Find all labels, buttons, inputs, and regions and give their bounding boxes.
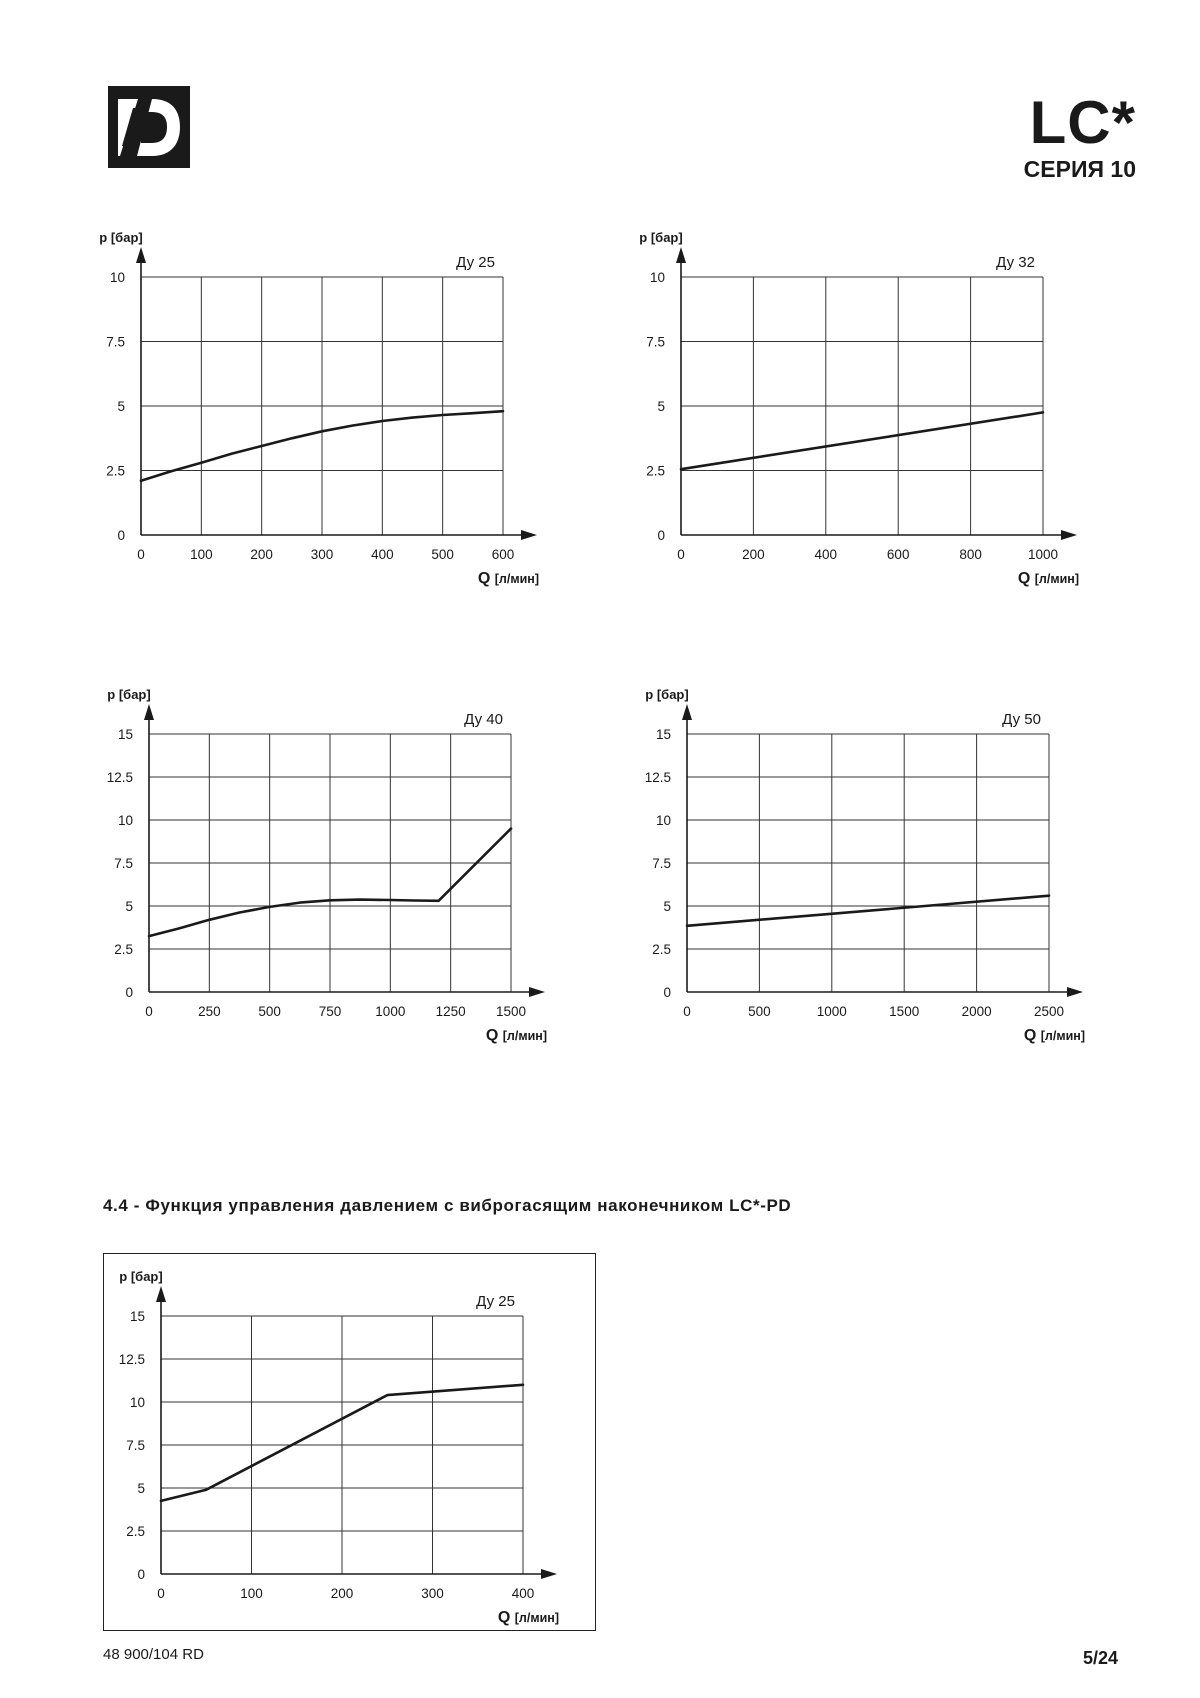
x-tick-label: 0 (157, 1586, 165, 1601)
x-axis-arrow-icon (541, 1569, 557, 1579)
x-tick-label: 600 (886, 547, 910, 562)
x-axis-label (498, 1609, 559, 1626)
y-tick-label: 7.5 (106, 334, 125, 350)
y-axis-label: p [бар] (99, 230, 143, 245)
x-axis-arrow-icon (1067, 987, 1083, 997)
chart-label: Ду 25 (476, 1293, 515, 1310)
y-axis-label: p [бар] (107, 687, 151, 702)
section-heading: 4.4 - Функция управления давлением с виброгасящим наконечником LC*-PD (103, 1196, 792, 1215)
chart-du25 (100, 220, 560, 600)
model-name: LC* (1029, 89, 1136, 156)
y-tick-label: 7.5 (652, 856, 671, 871)
y-tick-label: 5 (125, 899, 133, 914)
y-tick-label: 2.5 (646, 463, 665, 479)
x-axis-label-unit: [л/мин] (1040, 1029, 1085, 1043)
document-number: 48 900/104 RD (103, 1646, 204, 1663)
x-tick-label: 600 (491, 547, 515, 562)
x-tick-label: 300 (310, 547, 334, 562)
x-tick-label: 200 (742, 547, 765, 562)
y-tick-label: 15 (655, 727, 671, 742)
y-tick-label: 12.5 (106, 770, 133, 785)
x-tick-label: 2500 (1033, 1004, 1065, 1019)
y-tick-label: 15 (129, 1309, 145, 1324)
x-tick-label: 200 (250, 547, 273, 562)
x-tick-label: 1500 (495, 1004, 527, 1019)
y-tick-label: 7.5 (114, 856, 133, 871)
x-tick-label: 1000 (1027, 547, 1059, 562)
y-axis-arrow-icon (144, 704, 154, 720)
x-axis-label (486, 1027, 547, 1044)
chart-svg (104, 1254, 594, 1630)
x-tick-label: 2000 (961, 1004, 992, 1019)
y-tick-label: 0 (657, 528, 665, 543)
y-tick-label: 12.5 (644, 770, 671, 785)
chart-label: Ду 50 (1002, 711, 1041, 728)
x-axis-arrow-icon (529, 987, 545, 997)
chart-du32 (632, 220, 1092, 600)
x-tick-label: 500 (748, 1004, 771, 1019)
y-tick-label: 2.5 (106, 463, 125, 479)
x-axis-label-unit: [л/мин] (514, 1611, 559, 1625)
page-number: 5/24 (1082, 1648, 1118, 1668)
chart-label: Ду 25 (456, 254, 495, 271)
y-tick-label: 10 (109, 270, 125, 285)
y-axis-label: p [бар] (645, 687, 689, 702)
chart-svg (632, 220, 1092, 600)
y-tick-label: 5 (137, 1481, 145, 1496)
y-tick-label: 2.5 (652, 942, 671, 957)
x-tick-label: 800 (959, 547, 982, 562)
x-axis-label-symbol: Q (1017, 570, 1035, 587)
series-title (1023, 89, 1136, 182)
x-tick-label: 1000 (375, 1004, 406, 1019)
x-tick-label: 750 (318, 1004, 342, 1019)
y-tick-label: 10 (655, 813, 671, 828)
y-tick-label: 12.5 (118, 1352, 145, 1367)
x-tick-label: 0 (145, 1004, 153, 1019)
x-tick-label: 400 (814, 547, 838, 562)
x-axis-label-symbol: Q (497, 1609, 515, 1626)
x-tick-label: 100 (190, 547, 213, 562)
chart-svg (100, 683, 560, 1063)
y-axis-arrow-icon (682, 704, 692, 720)
x-tick-label: 0 (137, 547, 145, 562)
x-tick-label: 1500 (889, 1004, 920, 1019)
series-line (687, 896, 1049, 926)
series-name: СЕРИЯ 10 (1023, 156, 1136, 182)
y-tick-label: 0 (663, 985, 671, 1000)
x-axis-arrow-icon (521, 530, 537, 540)
y-tick-label: 5 (663, 899, 671, 914)
y-tick-label: 2.5 (126, 1524, 145, 1539)
y-tick-label: 0 (117, 528, 125, 543)
x-axis-label (478, 570, 539, 587)
y-tick-label: 7.5 (646, 334, 665, 350)
y-axis-label: p [бар] (639, 230, 683, 245)
x-tick-label: 250 (198, 1004, 221, 1019)
x-tick-label: 100 (240, 1586, 263, 1601)
x-tick-label: 400 (511, 1586, 535, 1601)
d-logo-icon (108, 86, 190, 168)
x-tick-label: 0 (683, 1004, 691, 1019)
x-tick-label: 300 (421, 1586, 444, 1601)
chart-label: Ду 32 (996, 254, 1035, 271)
x-axis-label-unit: [л/мин] (494, 572, 539, 586)
chart-du50 (632, 683, 1092, 1063)
x-tick-label: 500 (431, 547, 454, 562)
x-axis-label-unit: [л/мин] (1034, 572, 1079, 586)
chart-svg (100, 220, 560, 600)
y-tick-label: 10 (117, 813, 133, 828)
company-logo (108, 86, 190, 168)
x-axis-label (1024, 1027, 1085, 1044)
y-tick-label: 7.5 (126, 1438, 145, 1453)
x-tick-label: 1000 (816, 1004, 847, 1019)
y-axis-arrow-icon (156, 1286, 166, 1302)
y-tick-label: 10 (649, 270, 665, 285)
chart-pd-du25 (104, 1254, 594, 1630)
y-tick-label: 2.5 (114, 942, 133, 957)
x-axis-label-unit: [л/мин] (502, 1029, 547, 1043)
x-axis-label-symbol: Q (485, 1027, 503, 1044)
y-tick-label: 0 (125, 985, 133, 1000)
y-axis-arrow-icon (676, 247, 686, 263)
chart-svg (632, 683, 1092, 1063)
chart-label: Ду 40 (464, 711, 503, 728)
y-tick-label: 5 (657, 399, 665, 414)
x-axis-arrow-icon (1061, 530, 1077, 540)
y-tick-label: 0 (137, 1567, 145, 1582)
x-tick-label: 200 (330, 1586, 354, 1601)
y-axis-arrow-icon (136, 247, 146, 263)
y-tick-label: 10 (129, 1395, 145, 1410)
x-axis-label-symbol: Q (1023, 1027, 1041, 1044)
y-axis-label: p [бар] (119, 1269, 163, 1284)
x-axis-label-symbol: Q (477, 570, 495, 587)
x-tick-label: 0 (677, 547, 685, 562)
x-tick-label: 1250 (435, 1004, 466, 1019)
x-tick-label: 400 (371, 547, 394, 562)
x-axis-label (1018, 570, 1079, 587)
series-line (681, 412, 1043, 469)
x-tick-label: 500 (258, 1004, 281, 1019)
y-tick-label: 15 (117, 727, 133, 742)
y-tick-label: 5 (117, 399, 125, 414)
chart-du40 (100, 683, 560, 1063)
